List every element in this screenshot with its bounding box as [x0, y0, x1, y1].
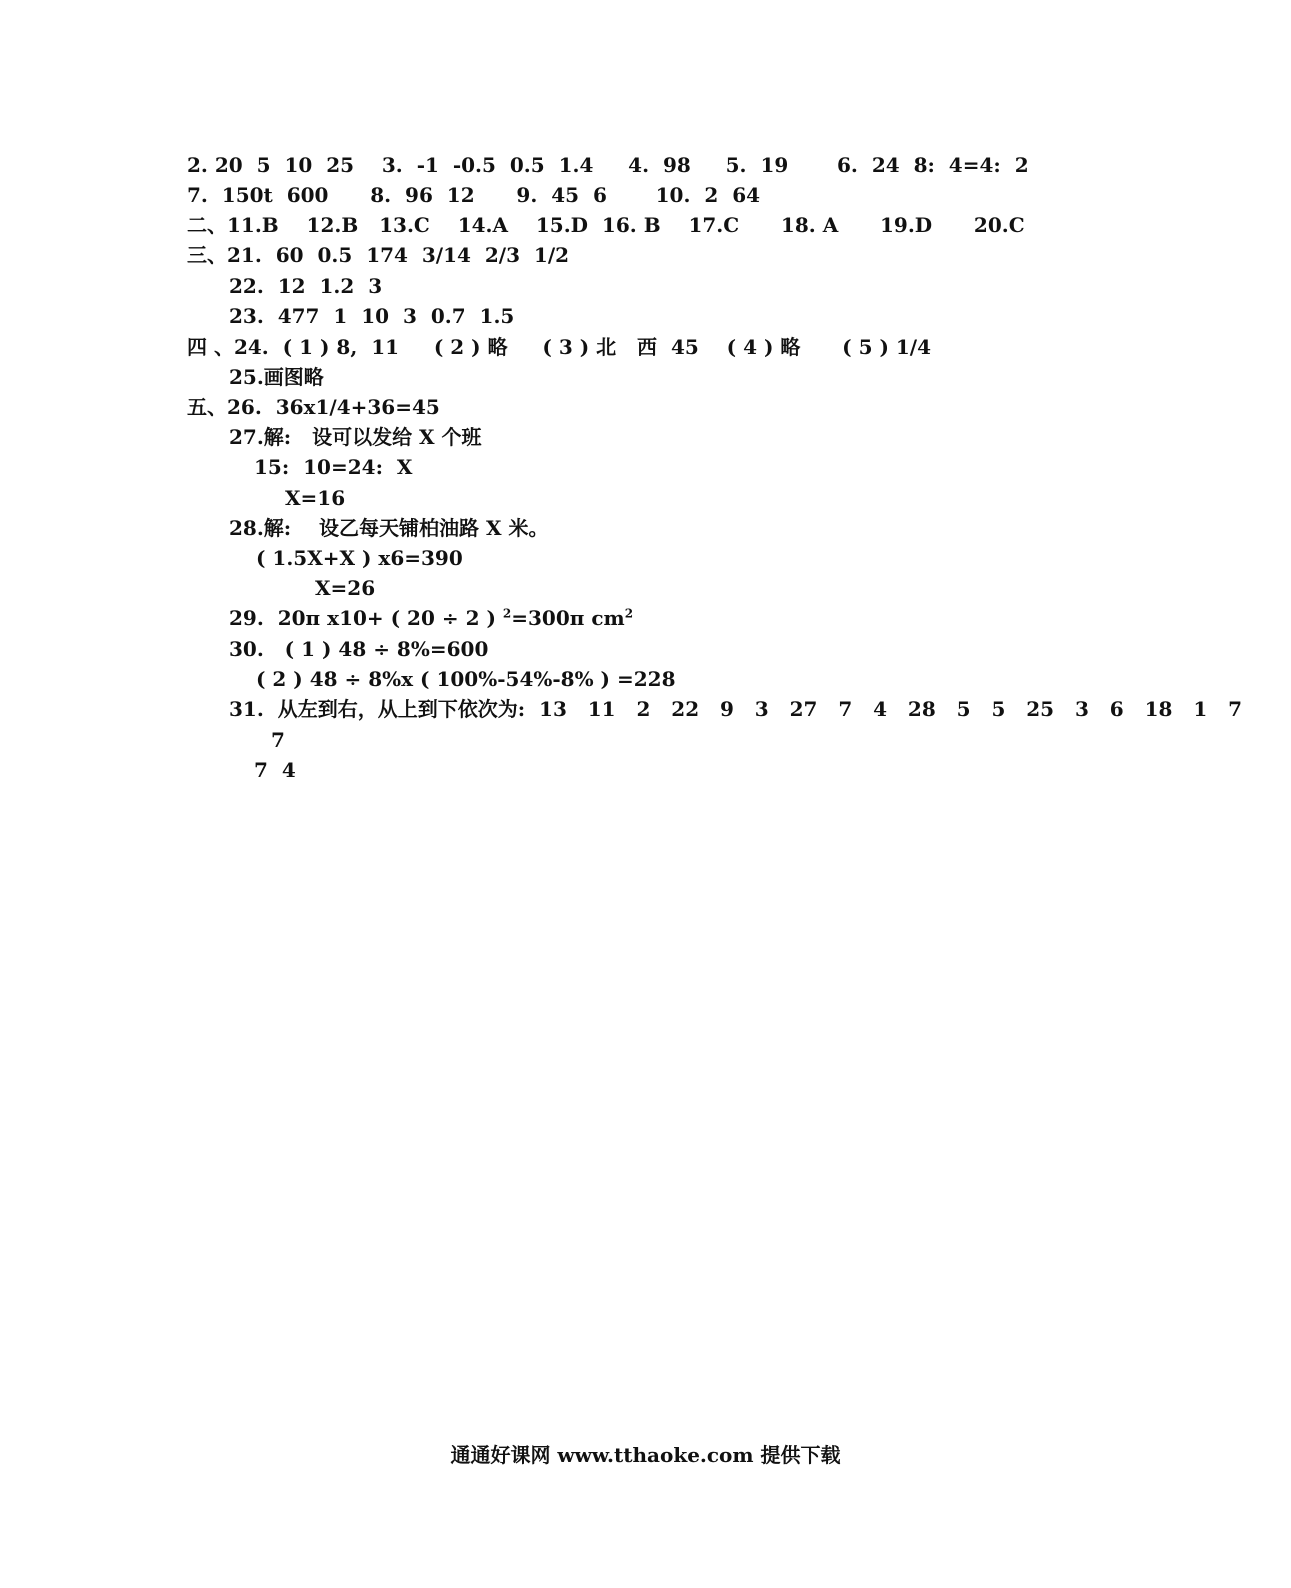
answer-line-16 — [229, 605, 633, 631]
answer-line-11: 15: 10=24: X — [254, 455, 413, 479]
answer-line-9: 五、26. 36x1/4+36=45 — [187, 395, 440, 419]
answer-line-19: 31. 从左到右，从上到下依次为: 13 11 2 22 9 3 27 7 4 28 5 5 25 3 6 18 1 7 — [229, 697, 1243, 721]
footer-credit: 通通好课网 www.tthaoke.com 提供下载 — [450, 1443, 841, 1467]
line29-superscript-a: 2 — [502, 606, 512, 621]
answer-line-8: 25.画图略 — [229, 365, 324, 389]
answer-line-17: 30. ( 1 ) 48 ÷ 8%=600 — [229, 637, 489, 661]
answer-line-7: 四 、24. ( 1 ) 8, 11 ( 2 ) 略 ( 3 ) 北 西 45 ( 4 ) 略 ( 5 ) 1/4 — [187, 335, 932, 359]
answer-line-6: 23. 477 1 10 3 0.7 1.5 — [229, 304, 515, 328]
line29-main: 29. 20π x10+ ( 20 ÷ 2 ) — [229, 606, 503, 630]
answer-line-10: 27.解: 设可以发给 X 个班 — [229, 425, 482, 449]
line29-tail: =300π cm — [511, 606, 625, 630]
answer-line-3: 二、11.B 12.B 13.C 14.A 15.D 16. B 17.C 18. A 19.D 20.C — [187, 213, 1025, 237]
answer-line-20: 7 — [271, 728, 285, 752]
answer-line-2: 7. 150t 600 8. 96 12 9. 45 6 10. 2 64 — [187, 183, 761, 207]
answer-line-15: X=26 — [315, 576, 376, 600]
answer-line-5: 22. 12 1.2 3 — [229, 274, 383, 298]
answer-line-13: 28.解: 设乙每天铺柏油路 X 米。 — [229, 516, 549, 540]
answer-line-18: ( 2 ) 48 ÷ 8%x ( 100%-54%-8% ) =228 — [256, 667, 676, 691]
answer-line-12: X=16 — [285, 486, 346, 510]
answer-line-21: 7 4 — [254, 758, 296, 782]
line29-superscript-b: 2 — [624, 606, 634, 621]
answer-line-14: ( 1.5X+X ) x6=390 — [256, 546, 463, 570]
answer-line-4: 三、21. 60 0.5 174 3/14 2/3 1/2 — [187, 243, 570, 267]
answer-line-1: 2. 20 5 10 25 3. -1 -0.5 0.5 1.4 4. 98 5. 19 6. 24 8: 4=4: 2 — [187, 153, 1029, 177]
